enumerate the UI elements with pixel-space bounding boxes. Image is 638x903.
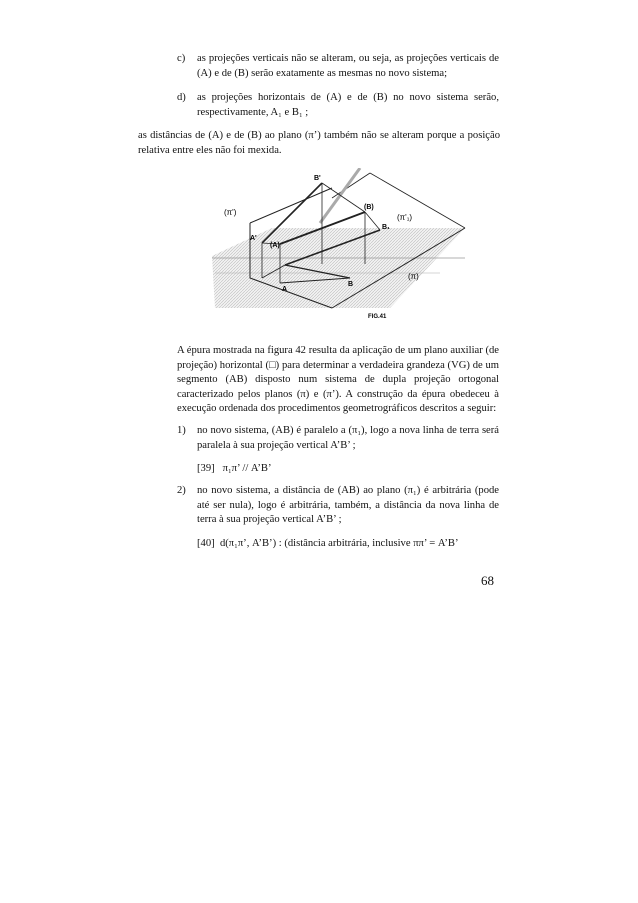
label-b: B bbox=[348, 281, 354, 288]
step-1 bbox=[177, 424, 499, 456]
label-a-space: (A) bbox=[270, 242, 280, 249]
label-pi-1: (π'₁) bbox=[397, 213, 413, 222]
paragraph-distances: as distâncias de (A) e de (B) ao plano (π’) também não se alteram porque a posição relativa entre eles não foi mexida. bbox=[138, 130, 500, 156]
page-number: 68 bbox=[481, 573, 494, 588]
list-item-label: d) bbox=[177, 92, 186, 103]
step-text: no novo sistema, a distância de (AB) ao plano (π₁) é arbitrária (pode até ser nula), logo é arbitrária, também, a distância da nova linha de terra à sua projeção vertical A’B’ ; bbox=[197, 485, 499, 526]
label-pi-v: (π') bbox=[224, 208, 237, 217]
label-b-space: (B) bbox=[364, 204, 374, 211]
step-text: no novo sistema, (AB) é paralelo a (π₁), logo a nova linha de terra será paralela à sua projeção vertical A’B’ ; bbox=[197, 425, 499, 451]
step-2 bbox=[177, 484, 499, 530]
label-b1: B₁ bbox=[382, 224, 390, 231]
label-a: A bbox=[282, 286, 288, 293]
list-item-d bbox=[177, 91, 499, 123]
list-item-c bbox=[177, 52, 499, 84]
paragraph-epura: A épura mostrada na figura 42 resulta da aplicação de um plano auxiliar (de projeção) horizontal (□) para determinar a verdadeira grandeza (VG) de um segmento (AB) disposto num sistema de dupla projeção ortogonal caracterizado pelos planos (π) e (π’). A construção da épura obedeceu à execução ordenada dos procedimentos geometrográficos descritos a seguir: bbox=[177, 345, 499, 415]
label-b-prime: B' bbox=[314, 175, 321, 182]
label-a-prime: A' bbox=[250, 235, 257, 242]
list-item-label: c) bbox=[177, 53, 186, 64]
step-label: 2) bbox=[177, 485, 186, 496]
formula-40: [40] d(π₁π’, A’B’) : (distância arbitrária, inclusive ππ’ = A’B’ bbox=[197, 538, 459, 549]
list-item-text: as projeções verticais não se alteram, ou seja, as projeções verticais de (A) e de (B) serão exatamente as mesmas no novo sistema; bbox=[197, 53, 499, 79]
figure-41 bbox=[200, 168, 520, 326]
figure-caption: FIG.41 bbox=[368, 314, 387, 320]
formula-39: [39] π₁π’ // A’B’ bbox=[197, 463, 272, 474]
list-item-text: as projeções horizontais de (A) e de (B) no novo sistema serão, respectivamente, A₁ e B₁ ; bbox=[197, 92, 499, 118]
label-pi-h: (π) bbox=[408, 272, 419, 281]
step-label: 1) bbox=[177, 425, 186, 436]
